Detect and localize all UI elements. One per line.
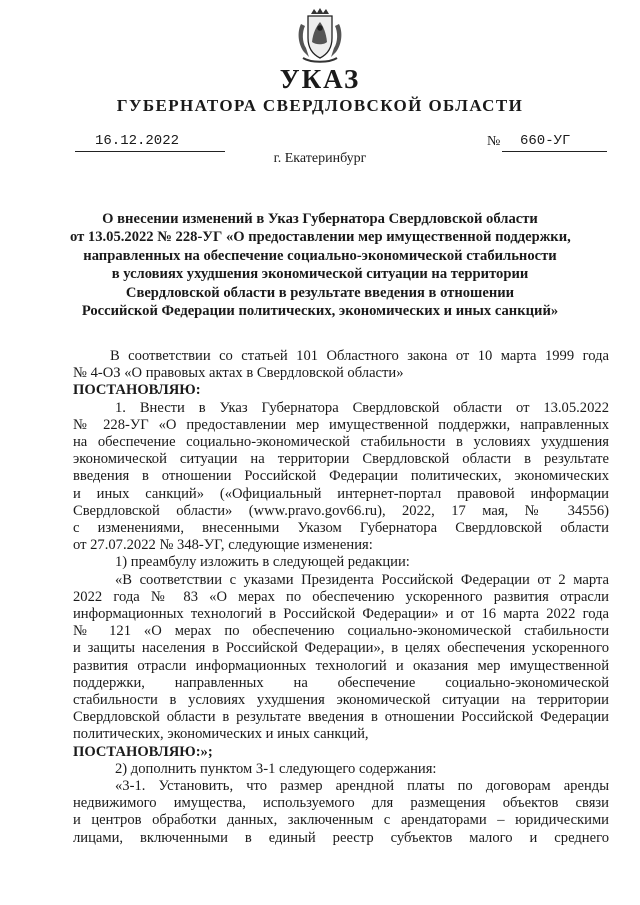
title-line: направленных на обеспечение социально-экономической стабильности: [83, 247, 557, 264]
issuer-subtitle: ГУБЕРНАТОРА СВЕРДЛОВСКОЙ ОБЛАСТИ: [116, 96, 524, 115]
coat-of-arms-icon: [297, 8, 343, 64]
body-line: № 121 «О мерах по обеспечению социально-экономической стабильности: [73, 623, 609, 640]
body-line: информационных технологий в Российской Федерации» и от 16 марта 2022 года: [73, 606, 609, 623]
document-body: [73, 348, 609, 847]
body-line: 2) дополнить пунктом 3-1 следующего содержания:: [115, 760, 437, 777]
body-line-decree: ПОСТАНОВЛЯЮ:»;: [73, 743, 213, 760]
body-line: 2022 года № 83 «О мерах по обеспечению ускоренного развития отрасли: [73, 588, 609, 605]
body-line: Свердловской области» (www.pravo.gov66.ru), 2022, 17 мая, № 34556): [73, 502, 609, 519]
city: г. Екатеринбург: [273, 151, 367, 166]
body-line: экономической ситуации на территории Свердловской области в результате: [73, 451, 609, 468]
body-line: с изменениями, внесенными Указом Губернатора Свердловской области: [73, 520, 609, 537]
body-line: «3-1. Установить, что размер арендной платы по договорам аренды: [115, 778, 609, 795]
body-line: поддержки, направленных на обеспечение социально-экономической: [73, 674, 609, 691]
body-line: от 27.07.2022 № 348-УГ, следующие изменения:: [73, 537, 373, 554]
body-line: и центров обработки данных, заключенным с арендаторами – юридическими: [73, 812, 609, 829]
body-line: лицами, включенными в единый реестр субъектов малого и среднего: [73, 829, 609, 846]
title-line: Российской Федерации политических, экономических и иных санкций»: [81, 303, 559, 320]
body-line: развития отрасли информационных технологий и оказания мер имущественной: [73, 657, 609, 674]
body-line-decree: ПОСТАНОВЛЯЮ:: [73, 382, 201, 399]
document-title: [70, 210, 570, 320]
title-line: в условиях ухудшения экономической ситуации на территории: [111, 266, 529, 283]
decree-number: 660-УГ: [520, 133, 571, 149]
decree-date: 16.12.2022: [95, 133, 180, 149]
body-line: и иных санкций» («Официальный интернет-портал правовой информации: [73, 485, 609, 502]
decree-title: УКАЗ: [279, 64, 361, 94]
number-label: №: [487, 134, 501, 149]
body-line: Свердловской области в результате введения в отношении Российской Федерации: [73, 709, 609, 726]
title-line: от 13.05.2022 № 228-УГ «О предоставлении мер имущественной поддержки,: [70, 229, 571, 246]
body-line: 1) преамбулу изложить в следующей редакции:: [115, 554, 410, 571]
body-line: и защиты населения в Российской Федерации», в целях обеспечения ускоренного: [73, 640, 609, 657]
body-line: введения в отношении Российской Федерации политических, экономических: [73, 468, 609, 485]
body-line: 1. Внести в Указ Губернатора Свердловской области от 13.05.2022: [115, 399, 609, 416]
title-line: Свердловской области в результате введения в отношении: [125, 284, 515, 301]
body-line: В соответствии со статьей 101 Областного закона от 10 марта 1999 года: [110, 348, 609, 364]
body-line: политических, экономических и иных санкций,: [73, 726, 369, 743]
body-line: недвижимого имущества, используемого для размещения объектов связи: [73, 795, 609, 812]
body-line: «В соответствии с указами Президента Российской Федерации от 2 марта: [115, 571, 609, 588]
body-line: на обеспечение социально-экономической стабильности в условиях ухудшения: [73, 434, 609, 451]
body-line: № 4-ОЗ «О правовых актах в Свердловской области»: [73, 365, 404, 382]
title-line: О внесении изменений в Указ Губернатора Свердловской области: [102, 211, 538, 227]
body-line: стабильности в условиях ухудшения экономической ситуации на территории: [73, 692, 609, 709]
body-line: № 228-УГ «О предоставлении мер имущественной поддержки, направленных: [73, 416, 609, 433]
